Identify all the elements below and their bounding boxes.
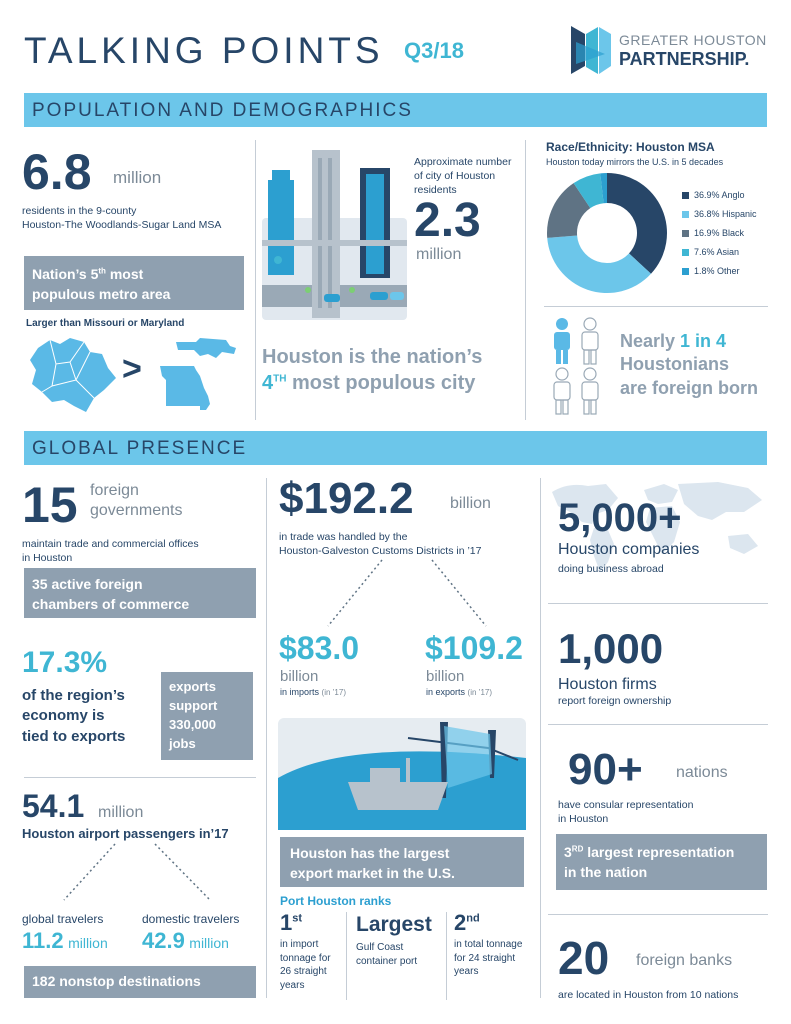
companies-line-2: doing business abroad — [558, 563, 664, 575]
port-illustration — [278, 718, 526, 830]
legend-item — [682, 266, 772, 276]
banks-desc: are located in Houston from 10 nations — [558, 989, 739, 1001]
metro-rank-box: Nation’s 5th most populous metro area — [24, 256, 244, 310]
exports-number: $109.2 — [425, 630, 523, 666]
gov-number: 15 — [22, 477, 78, 533]
gov-desc-2: in Houston — [22, 552, 73, 564]
section-bar-population — [24, 93, 767, 127]
legend-label: 1.8% Other — [694, 266, 740, 276]
nonstop-box: 182 nonstop destinations — [24, 966, 256, 998]
exports-desc: in exports (in ’17) — [426, 687, 492, 697]
domestic-travelers-label: domestic travelers — [142, 912, 240, 926]
port3-desc-line: in total tonnage — [454, 939, 523, 950]
quarter-label: Q3/18 — [404, 38, 464, 63]
trade-desc-2: Houston-Galveston Customs Districts in ’17 — [279, 545, 482, 557]
port3-desc-line: years — [454, 966, 479, 977]
partnership-logo — [571, 24, 771, 79]
gov-unit-1: foreign — [90, 482, 139, 499]
travelers-connector-lines — [60, 842, 250, 902]
legend-item — [682, 190, 772, 200]
port-rank-1: 1st in import tonnage for 26 straight years — [280, 912, 342, 992]
legend-swatch — [682, 192, 689, 199]
city-unit: million — [416, 246, 462, 263]
metro-unit: million — [113, 168, 162, 187]
companies-number: 5,000+ — [558, 496, 682, 540]
legend-swatch — [682, 230, 689, 237]
page-title: TALKING POINTS — [24, 30, 384, 71]
partnership-logo-mark-icon — [571, 24, 611, 79]
air-unit: million — [98, 804, 144, 821]
gov-unit-2: governments — [90, 502, 183, 519]
global-travelers-value: 11.2 million — [22, 928, 108, 953]
legend-label: 36.9% Anglo — [694, 190, 745, 200]
chambers-box: 35 active foreign chambers of commerce — [24, 568, 256, 618]
houston-region-map-icon — [28, 334, 118, 414]
city-number: 2.3 — [414, 194, 481, 247]
port1-desc-line: years — [280, 979, 305, 991]
larger-than-label: Larger than Missouri or Maryland — [26, 318, 185, 329]
port1-desc-line: 26 straight — [280, 966, 327, 977]
race-donut-chart — [546, 172, 668, 294]
legend-label: 7.6% Asian — [694, 247, 740, 257]
legend-item — [682, 228, 772, 238]
imports-desc: in imports (in ’17) — [280, 687, 346, 697]
donut-slice — [607, 173, 667, 274]
logo-line1: GREATER HOUSTON — [619, 32, 767, 48]
econ-pct: 17.3% — [22, 646, 108, 679]
city-desc-2: of city of Houston — [414, 170, 496, 182]
firms-line-1: Houston firms — [558, 676, 657, 693]
logo-line2: PARTNERSHIP. — [619, 49, 750, 69]
city-desc-1: Approximate number — [414, 156, 512, 168]
trade-desc-1: in trade was handled by the — [279, 531, 408, 543]
missouri-maryland-map-icon — [156, 336, 240, 414]
banks-number: 20 — [558, 932, 610, 984]
air-number: 54.1 — [22, 788, 85, 824]
banks-unit: foreign banks — [636, 952, 733, 969]
global-travelers-label: global travelers — [22, 912, 104, 926]
exports-unit: billion — [426, 668, 465, 685]
port2-desc-line: Gulf Coast — [356, 942, 404, 953]
port-rank-3: 2nd in total tonnage for 24 straight years — [454, 912, 534, 979]
metro-desc-1: residents in the 9-county — [22, 205, 137, 217]
nations-desc-1: have consular representation — [558, 799, 694, 811]
legend-item — [682, 209, 772, 219]
econ-text: of the region’s economy is tied to exports — [22, 687, 126, 745]
section-bar-global — [24, 431, 767, 465]
legend-label: 36.8% Hispanic — [694, 209, 757, 219]
trade-connector-lines — [320, 558, 500, 628]
city-skyline-icon — [262, 140, 407, 320]
people-icon — [548, 316, 608, 416]
export-market-box: Houston has the largest export market in the U.S. — [280, 837, 524, 887]
representation-box: 3RD largest representation in the nation — [556, 834, 767, 890]
race-chart-subtitle: Houston today mirrors the U.S. in 5 decades — [546, 157, 724, 167]
race-chart-title: Race/Ethnicity: Houston MSA — [546, 140, 715, 154]
domestic-travelers-value: 42.9 million — [142, 928, 229, 953]
city-illustration — [262, 140, 407, 320]
nations-desc-2: in Houston — [558, 813, 609, 825]
air-desc: Houston airport passengers in’17 — [22, 826, 229, 841]
legend-swatch — [682, 268, 689, 275]
section-heading-global: GLOBAL PRESENCE — [32, 438, 248, 459]
port3-desc-line: for 24 straight — [454, 952, 516, 964]
foreign-born-text: Nearly 1 in 4 Houstonians are foreign born — [620, 331, 759, 398]
port1-desc-line: in import — [280, 939, 319, 950]
legend-swatch — [682, 211, 689, 218]
metro-number: 6.8 — [22, 144, 92, 200]
imports-unit: billion — [280, 668, 319, 685]
port-rank-2: Largest Gulf Coast container port — [356, 914, 446, 968]
companies-line-1: Houston companies — [558, 541, 700, 558]
nations-unit: nations — [676, 764, 728, 781]
race-legend — [682, 190, 772, 285]
imports-number: $83.0 — [279, 630, 360, 666]
port-ranks-title: Port Houston ranks — [280, 894, 392, 908]
metro-desc-2: Houston-The Woodlands-Sugar Land MSA — [22, 219, 222, 231]
legend-swatch — [682, 249, 689, 256]
jobs-box: exports support 330,000 jobs — [161, 672, 253, 760]
port1-desc-line: tonnage for — [280, 952, 331, 964]
legend-item — [682, 247, 772, 257]
greater-than-sign: > — [122, 350, 142, 388]
port2-desc-line: container port — [356, 955, 418, 967]
firms-line-2: report foreign ownership — [558, 695, 672, 707]
gov-desc-1: maintain trade and commercial offices — [22, 538, 199, 550]
legend-label: 16.9% Black — [694, 228, 745, 238]
nations-number: 90+ — [568, 745, 643, 794]
firms-number: 1,000 — [558, 625, 664, 672]
trade-number: $192.2 — [279, 474, 414, 523]
section-heading-population: POPULATION AND DEMOGRAPHICS — [32, 100, 413, 121]
trade-unit: billion — [450, 495, 491, 512]
port-bridge-ship-icon — [278, 718, 526, 830]
city-rank: Houston is the nation’s 4TH most populous city — [262, 346, 483, 394]
city-desc-3: residents — [414, 184, 457, 196]
